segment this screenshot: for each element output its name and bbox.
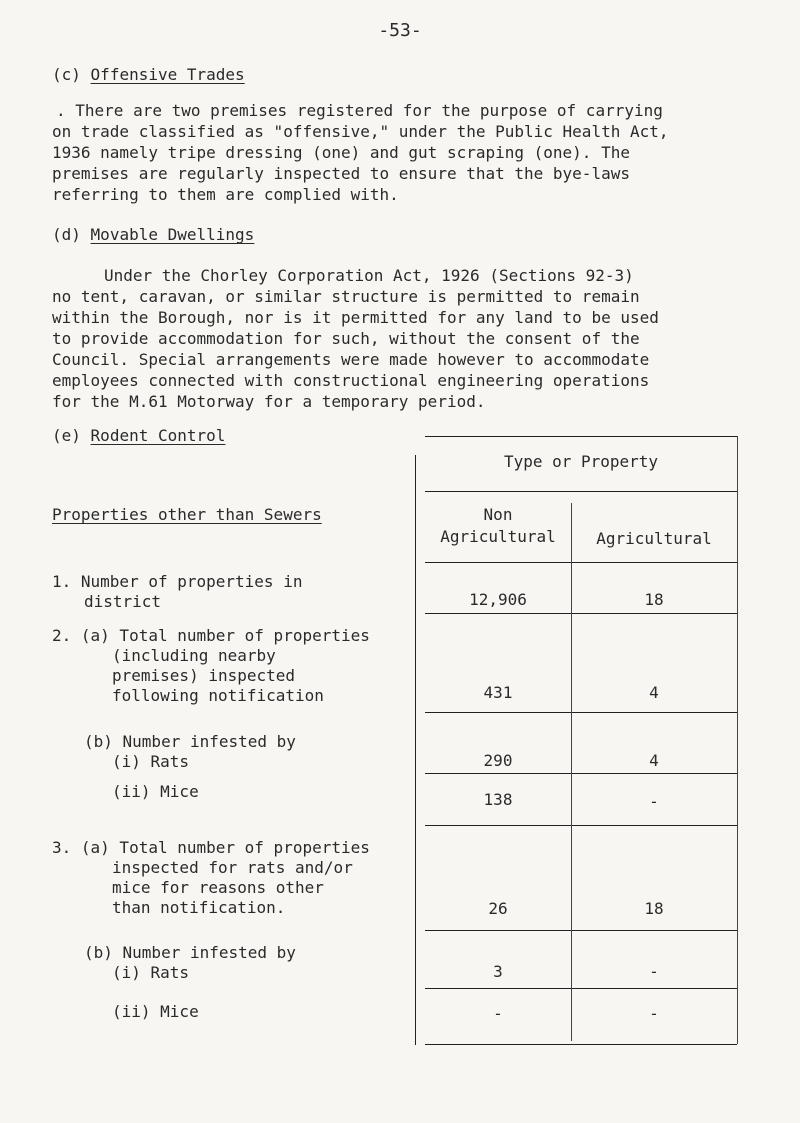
cell-non-agricultural: 290 [483,751,513,770]
cell-non-agricultural: 431 [483,683,513,702]
paragraph-line: employees connected with constructional engineering operations [52,371,650,390]
paragraph-line: . There are two premises registered for the purpose of carrying [56,101,663,120]
table-rule [425,1044,737,1045]
heading-title: Movable Dwellings [90,225,255,244]
table-rule [425,712,737,713]
table-rule [425,491,737,492]
row-label: 3. (a) Total number of properties inspected for rats and/or mice for reasons other than notification. [52,838,370,917]
offensive-trades-paragraph [52,100,752,205]
cell-agricultural: 18 [644,899,664,918]
movable-dwellings-paragraph [52,265,752,412]
table-group-header: Type or Property [503,452,659,471]
heading-title: Offensive Trades [90,65,245,84]
table-column-divider [571,503,572,1041]
table-left-border [415,455,416,1045]
cell-agricultural: 4 [649,683,659,702]
paragraph-line: Council. Special arrangements were made however to accommodate [52,350,650,369]
cell-non-agricultural: - [493,1004,503,1023]
row-label: (b) Number infested by (i) Rats [84,732,296,771]
paragraph-line: for the M.61 Motorway for a temporary period. [52,392,486,411]
heading-title: Rodent Control [90,426,226,445]
table-rule [425,436,737,437]
row-label: (ii) Mice [112,782,199,801]
cell-agricultural: - [649,962,659,981]
row-label: (ii) Mice [112,1002,199,1021]
rodent-control-heading [52,426,225,445]
page-number: -53- [378,20,422,41]
row-label: 1. Number of properties in district [52,572,303,611]
heading-letter: (e) [52,426,81,445]
movable-dwellings-heading [52,225,254,244]
cell-non-agricultural: 138 [483,790,513,809]
table-rule [425,562,737,563]
paragraph-line: referring to them are complied with. [52,185,399,204]
offensive-trades-heading [52,65,245,84]
table-rule [425,773,737,774]
cell-non-agricultural: 3 [493,962,503,981]
table-right-border [737,436,738,1044]
paragraph-line: 1936 namely tripe dressing (one) and gut scraping (one). The [52,143,630,162]
cell-agricultural: - [649,1004,659,1023]
table-rule [425,613,737,614]
cell-agricultural: 18 [644,590,664,609]
heading-letter: (d) [52,225,81,244]
col-header-non-agricultural: Non Agricultural [440,505,556,546]
table-rule [425,988,737,989]
col-header-agricultural: Agricultural [596,529,712,548]
paragraph-line: to provide accommodation for such, without the consent of the [52,329,640,348]
table-rule [425,930,737,931]
cell-agricultural: 4 [649,751,659,770]
cell-agricultural: - [649,792,659,811]
paragraph-line: on trade classified as "offensive," under the Public Health Act, [52,122,669,141]
row-label: (b) Number infested by (i) Rats [84,943,296,982]
paragraph-line: no tent, caravan, or similar structure is permitted to remain [52,287,640,306]
paragraph-line: within the Borough, nor is it permitted for any land to be used [52,308,659,327]
rodent-subheading: Properties other than Sewers [52,505,322,524]
heading-letter: (c) [52,65,81,84]
cell-non-agricultural: 12,906 [469,590,527,609]
row-label: 2. (a) Total number of properties (including nearby premises) inspected following notification [52,626,370,705]
paragraph-line: Under the Chorley Corporation Act, 1926 (Sections 92-3) [104,266,634,285]
paragraph-line: premises are regularly inspected to ensure that the bye-laws [52,164,630,183]
cell-non-agricultural: 26 [488,899,508,918]
table-rule [425,825,737,826]
